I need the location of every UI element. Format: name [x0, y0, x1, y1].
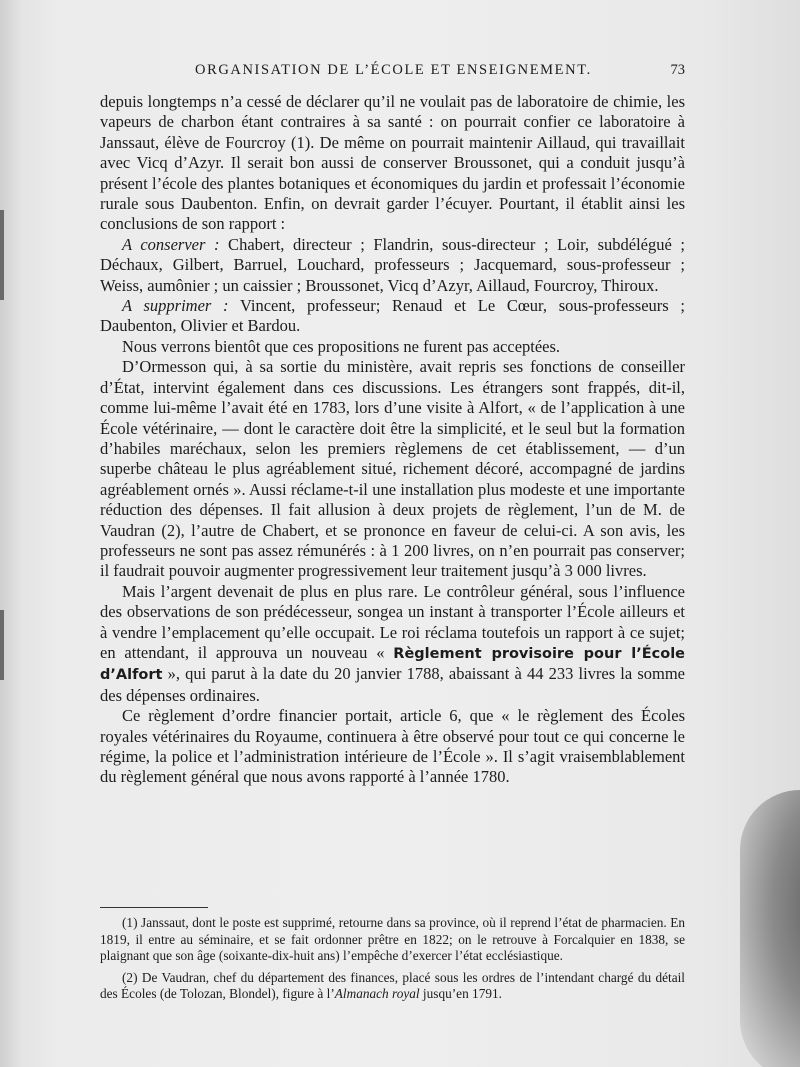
footnote-divider	[100, 907, 208, 908]
paragraph: D’Ormesson qui, à sa sortie du ministère, avait repris ses fonctions de conseiller d’État, intervint également dans ces discussions. Les étrangers sont frappés, dit-il, comme lui-même l’avait été en 1783, lors d’une visite à Alfort, « de l’application à une École vétérinaire, — dont le caractère doit être la simplicité, et le seul but la formation d’habiles maréchaux, selon les premiers règlemens de cet établissement, — d’un superbe château le plus agréablement situé, richement décoré, accompagné de jardins agréablement ornés ». Aussi réclame-t-il une installation plus modeste et une importante réduction des dépenses. Il fait allusion à deux projets de règlement, l’un de M. de Vaudran (2), l’autre de Chabert, et se prononce en faveur de celui-ci. A son avis, les professeurs ne sont pas assez rémunérés : à 1 200 livres, on n’en pourrait pas conserver; il faudrait pouvoir augmenter progressivement leur traitement jusqu’à 3 000 livres.	[100, 357, 685, 581]
footnote-text: Janssaut, dont le poste est supprimé, retourne dans sa province, où il reprend l’état de pharmacien. En 1819, il entre au séminaire, et se fait ordonner prêtre en 1822; on le retrouve à Forcalquier en 1838, se plaignant que son âge (soixante-dix-huit ans) l’empêche d’exercer l’état ecclésiastique.	[100, 915, 685, 964]
running-title: ORGANISATION DE L’ÉCOLE ET ENSEIGNEMENT.	[195, 62, 592, 78]
list-label: A conserver :	[122, 234, 220, 254]
paragraph: Nous verrons bientôt que ces propositions ne furent pas acceptées.	[122, 336, 561, 356]
paragraph: depuis longtemps n’a cessé de déclarer qu’il ne voulait pas de laboratoire de chimie, les vapeurs de charbon étant contraires à sa santé : on pourrait confier ce laboratoire à Janssaut, élève de Fourcroy (1). De même on pourrait maintenir Aillaud, qui travaillait avec Vicq d’Azyr. Il serait bon aussi de conserver Broussonet, qui a conduit jusqu’à présent l’école des plantes botaniques et économiques du jardin et professait l’économie rurale sous Daubenton. Enfin, on devrait garder l’écuyer. Pourtant, il établit ainsi les conclusions de son rapport :	[100, 92, 685, 234]
footnote	[100, 970, 685, 1003]
list-label: A supprimer :	[122, 296, 229, 316]
paragraph-text: Vincent, professeur; Renaud et Le Cœur, sous-professeurs ; Daubenton, Olivier et Bardou.	[100, 296, 685, 336]
running-head	[100, 62, 685, 84]
paragraph-text: Chabert, directeur ; Flandrin, sous-directeur ; Loir, subdélégué ; Déchaux, Gilbert, Barruel, Louchard, professeurs ; Jacquemard, sous-professeur ; Weiss, aumônier ; un caissier ; Broussonet, Vicq d’Azyr, Aillaud, Fourcroy, Thiroux.	[100, 234, 685, 295]
page-number: 73	[670, 62, 685, 78]
paragraph-text: Mais l’argent devenait de plus en plus rare. Le contrôleur général, sous l’influence des observations de son prédécesseur, songea un instant à transporter l’École ailleurs et à vendre l’emplacement qu’elle occupait. Le roi réclama toutefois un rapport à ce sujet; en attendant, il approuva un nouveau «	[100, 581, 685, 662]
thumb-shadow	[740, 790, 800, 1067]
footnote-text: jusqu’en 1791.	[419, 986, 502, 1002]
paragraph	[100, 296, 685, 337]
footnote-text: De Vaudran, chef du département des finances, placé sous les ordres de l’intendant chargé du détail des Écoles (de Tolozan, Blondel), figure à l’	[100, 969, 685, 1002]
paragraph-text: », qui parut à la date du 20 janvier 1788, abaissant à 44 233 livres la somme des dépenses ordinaires.	[100, 664, 685, 705]
page-edge-mark	[0, 210, 4, 300]
footnote-italic: Almanach royal	[334, 986, 420, 1002]
footnote-marker: (2)	[122, 969, 138, 985]
regulation-title: Règlement provisoire pour l’École d’Alfort	[100, 645, 685, 684]
footnote-marker: (1)	[122, 915, 138, 930]
paragraph	[100, 235, 685, 296]
paragraph: Ce règlement d’ordre financier portait, article 6, que « le règlement des Écoles royales vétérinaires du Royaume, continuera à être observé pour tout ce qui concerne le régime, la police et l’administration intérieure de l’École ». Il s’agit vraisemblablement du règlement général que nous avons rapporté à l’année 1780.	[100, 706, 685, 787]
body-text	[100, 92, 685, 788]
footnote	[100, 915, 685, 965]
footnotes	[100, 915, 685, 1008]
page-edge-mark	[0, 610, 4, 680]
paragraph	[100, 582, 685, 706]
